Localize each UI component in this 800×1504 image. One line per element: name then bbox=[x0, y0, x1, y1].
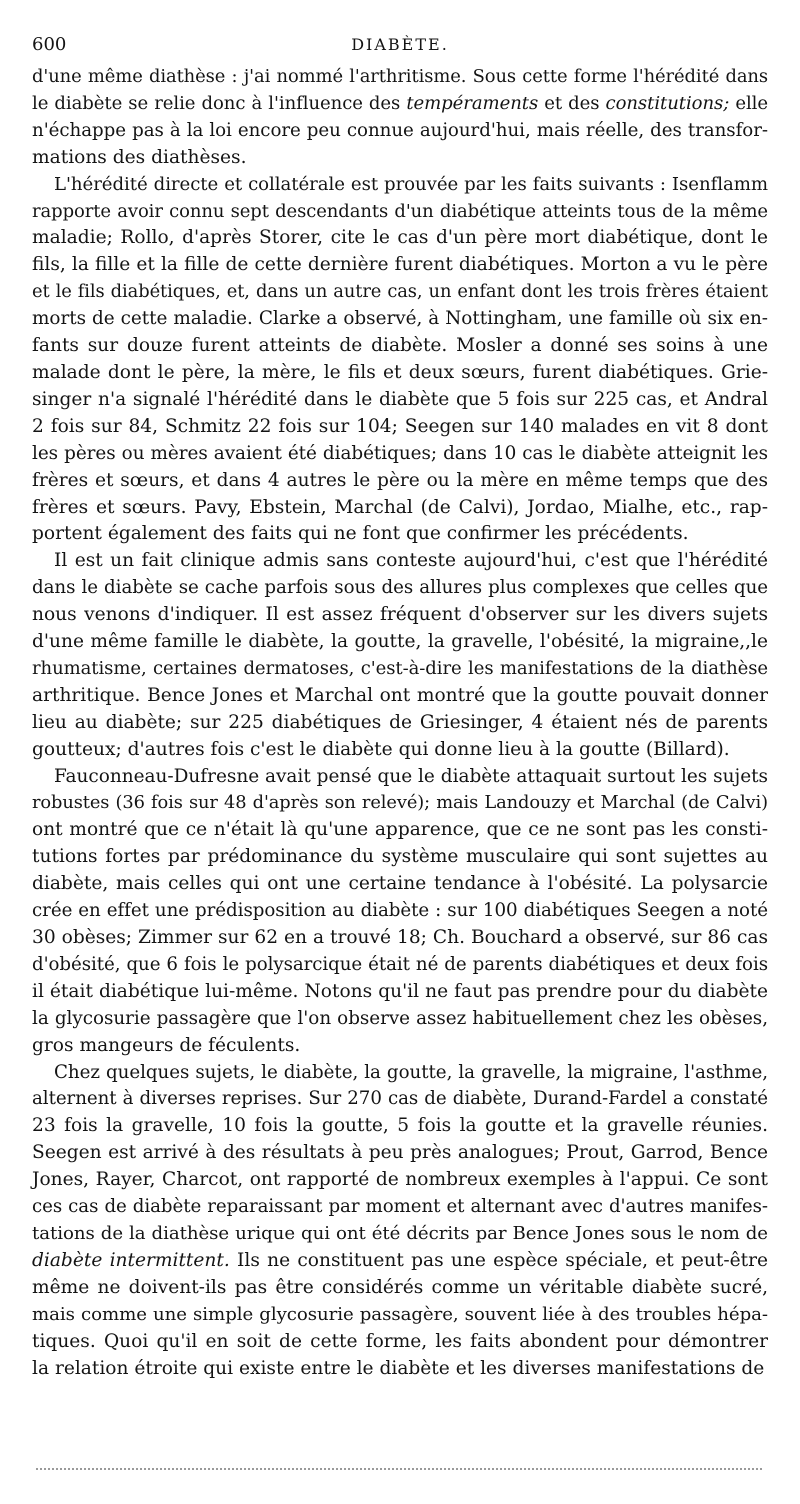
text-line bbox=[32, 656, 768, 683]
text-line bbox=[32, 414, 768, 441]
text-line bbox=[32, 602, 768, 629]
text-line bbox=[32, 252, 768, 279]
italic-text: constitutions; bbox=[605, 92, 730, 114]
text-segment: morts de cette maladie. Clarke a observé, à Nottingham, une famille où six en- bbox=[32, 308, 768, 330]
text-segment: maladie; Rollo, d'après Storer, cite le cas d'un père mort diabétique, dont le bbox=[32, 227, 768, 249]
text-line bbox=[32, 199, 768, 226]
italic-text: tempéraments bbox=[406, 92, 539, 114]
text-segment: robustes (36 fois sur 48 d'après son relevé); mais Landouzy et Marchal (de Calvi) bbox=[32, 792, 768, 814]
text-segment: 23 fois la gravelle, 10 fois la goutte, 5 fois la goutte et la gravelle réunies. bbox=[32, 1115, 768, 1137]
text-segment: Fauconneau-Dufresne avait pensé que le diabète attaquait surtout les sujets bbox=[54, 765, 768, 787]
text-segment: gros mangeurs de féculents. bbox=[32, 1034, 301, 1056]
text-segment: crée en effet une prédisposition au diabète : sur 100 diabétiques Seegen a noté bbox=[32, 900, 768, 922]
text-segment: d'une même famille le diabète, la goutte, la gravelle, l'obésité, la migraine,,le bbox=[32, 631, 768, 653]
text-line bbox=[32, 225, 768, 252]
text-segment: L'hérédité directe et collatérale est prouvée par les faits suivants : Isenflamm bbox=[54, 173, 768, 195]
text-line bbox=[32, 279, 768, 306]
body-text bbox=[32, 64, 768, 1382]
text-segment: Jones, Rayer, Charcot, ont rapporté de nombreux exemples à l'appui. Ce sont bbox=[32, 1169, 768, 1191]
text-segment: la glycosurie passagère que l'on observe assez habituellement chez les obèses, bbox=[32, 1007, 768, 1029]
text-line bbox=[32, 1248, 768, 1275]
text-line bbox=[32, 306, 768, 333]
text-line bbox=[32, 1356, 768, 1383]
text-line bbox=[32, 817, 768, 844]
text-segment: mais comme une simple glycosurie passagère, souvent liée à des troubles hépa- bbox=[32, 1303, 768, 1325]
text-line bbox=[32, 1329, 768, 1356]
text-line bbox=[32, 387, 768, 414]
text-line bbox=[32, 764, 768, 791]
italic-text: diabète intermittent. bbox=[32, 1249, 230, 1271]
text-line bbox=[32, 468, 768, 495]
text-line bbox=[32, 333, 768, 360]
text-segment: tiques. Quoi qu'il en soit de cette forme, les faits abondent pour démontrer bbox=[32, 1330, 768, 1352]
text-line bbox=[32, 521, 768, 548]
paragraph bbox=[32, 172, 768, 549]
text-line bbox=[32, 1167, 768, 1194]
paragraph bbox=[32, 64, 768, 172]
text-line bbox=[32, 91, 768, 118]
text-line bbox=[32, 979, 768, 1006]
text-segment: ces cas de diabète reparaissant par moment et alternant avec d'autres manifes- bbox=[32, 1196, 768, 1218]
text-segment: et des bbox=[538, 92, 606, 114]
text-segment: goutteux; d'autres fois c'est le diabète qui donne lieu à la goutte (Billard). bbox=[32, 738, 730, 760]
text-line bbox=[32, 145, 768, 172]
text-line bbox=[32, 1060, 768, 1087]
text-line bbox=[32, 683, 768, 710]
text-segment: dans le diabète se cache parfois sous des allures plus complexes que celles que bbox=[32, 577, 768, 599]
text-segment: mations des diathèses. bbox=[32, 146, 247, 168]
text-segment: fils, la fille et la fille de cette dernière furent diabétiques. Morton a vu le père bbox=[32, 254, 768, 276]
text-segment: diabète, mais celles qui ont une certaine tendance à l'obésité. La polysarcie bbox=[32, 873, 768, 895]
text-line bbox=[32, 1302, 768, 1329]
text-line bbox=[32, 1194, 768, 1221]
text-segment: le diabète se relie donc à l'influence des bbox=[32, 92, 407, 114]
text-line bbox=[32, 790, 768, 817]
text-segment: d'obésité, que 6 fois le polysarcique était né de parents diabétiques et deux fois bbox=[32, 953, 768, 975]
text-segment: même ne doivent-ils pas être considérés comme un véritable diabète sucré, bbox=[32, 1276, 768, 1298]
text-line bbox=[32, 952, 768, 979]
text-line bbox=[32, 871, 768, 898]
text-line bbox=[32, 925, 768, 952]
text-line bbox=[32, 710, 768, 737]
text-line bbox=[32, 575, 768, 602]
text-line bbox=[32, 898, 768, 925]
text-segment: la relation étroite qui existe entre le diabète et les diverses manifestations de bbox=[32, 1357, 765, 1379]
text-segment: 30 obèses; Zimmer sur 62 en a trouvé 18; Ch. Bouchard a observé, sur 86 cas bbox=[32, 927, 768, 948]
text-segment: portent également des faits qui ne font que confirmer les précédents. bbox=[32, 523, 689, 545]
text-segment: ont montré que ce n'était là qu'une apparence, que ce ne sont pas les consti- bbox=[32, 819, 768, 841]
text-segment: arthritique. Bence Jones et Marchal ont montré que la goutte pouvait donner bbox=[32, 684, 768, 706]
paragraph bbox=[32, 764, 768, 1060]
text-segment: Il est un fait clinique admis sans conteste aujourd'hui, c'est que l'hérédité bbox=[54, 550, 768, 572]
text-line bbox=[32, 495, 768, 522]
text-segment: Ils ne constituent pas une espèce spéciale, et peut-être bbox=[229, 1249, 768, 1271]
text-segment: malade dont le père, la mère, le fils et deux sœurs, furent diabétiques. Grie- bbox=[32, 361, 768, 383]
text-segment: rapporte avoir connu sept descendants d'un diabétique atteints tous de la même bbox=[32, 200, 768, 222]
text-line bbox=[32, 1221, 768, 1248]
text-segment: tutions fortes par prédominance du système musculaire qui sont sujettes au bbox=[32, 846, 768, 868]
text-line bbox=[32, 1086, 768, 1113]
text-line bbox=[32, 64, 768, 91]
text-segment: alternent à diverses reprises. Sur 270 cas de diabète, Durand-Fardel a constaté bbox=[32, 1088, 768, 1110]
text-segment: frères et sœurs. Pavy, Ebstein, Marchal (de Calvi), Jordao, Mialhe, etc., rap- bbox=[32, 496, 768, 518]
running-title: DIABÈTE. bbox=[351, 35, 449, 54]
page-header bbox=[32, 32, 768, 58]
text-segment: frères et sœurs, et dans 4 autres le père ou la mère en même temps que des bbox=[32, 469, 768, 491]
text-line bbox=[32, 737, 768, 764]
text-segment: 2 fois sur 84, Schmitz 22 fois sur 104; Seegen sur 140 malades en vit 8 dont bbox=[32, 415, 768, 437]
paragraph bbox=[32, 548, 768, 763]
text-segment: il était diabétique lui-même. Notons qu'il ne faut pas prendre pour du diabète bbox=[32, 980, 768, 1002]
text-segment: lieu au diabète; sur 225 diabétiques de Griesinger, 4 étaient nés de parents bbox=[32, 711, 768, 733]
text-segment: rhumatisme, certaines dermatoses, c'est-à-dire les manifestations de la diathèse bbox=[32, 657, 768, 679]
page-number: 600 bbox=[32, 34, 67, 55]
text-line bbox=[32, 1275, 768, 1302]
text-segment: tations de la diathèse urique qui ont été décrits par Bence Jones sous le nom de bbox=[32, 1222, 768, 1244]
text-segment: singer n'a signalé l'hérédité dans le diabète que 5 fois sur 225 cas, et Andral bbox=[32, 388, 768, 410]
text-line bbox=[32, 441, 768, 468]
text-segment: fants sur douze furent atteints de diabète. Mosler a donné ses soins à une bbox=[32, 335, 768, 357]
footer-rule bbox=[36, 1468, 762, 1470]
text-line bbox=[32, 1113, 768, 1140]
text-line bbox=[32, 172, 768, 199]
text-line bbox=[32, 360, 768, 387]
text-segment: les pères ou mères avaient été diabétiques; dans 10 cas le diabète atteignit les bbox=[32, 442, 768, 464]
text-line bbox=[32, 548, 768, 575]
text-segment: et le fils diabétiques, et, dans un autre cas, un enfant dont les trois frères étaient bbox=[32, 281, 768, 303]
text-segment: n'échappe pas à la loi encore peu connue aujourd'hui, mais réelle, des transfor- bbox=[32, 119, 768, 141]
text-segment: Chez quelques sujets, le diabète, la goutte, la gravelle, la migraine, l'asthme, bbox=[54, 1061, 768, 1083]
text-line bbox=[32, 629, 768, 656]
text-line bbox=[32, 1033, 768, 1060]
text-line bbox=[32, 118, 768, 145]
text-segment: Seegen est arrivé à des résultats à peu près analogues; Prout, Garrod, Bence bbox=[32, 1142, 768, 1164]
text-segment: nous venons d'indiquer. Il est assez fréquent d'observer sur les divers sujets bbox=[32, 604, 768, 626]
text-line bbox=[32, 1006, 768, 1033]
text-segment: elle bbox=[729, 92, 768, 114]
paragraph bbox=[32, 1060, 768, 1383]
text-line bbox=[32, 1140, 768, 1167]
text-line bbox=[32, 844, 768, 871]
text-segment: d'une même diathèse : j'ai nommé l'arthritisme. Sous cette forme l'hérédité dans bbox=[32, 66, 768, 87]
